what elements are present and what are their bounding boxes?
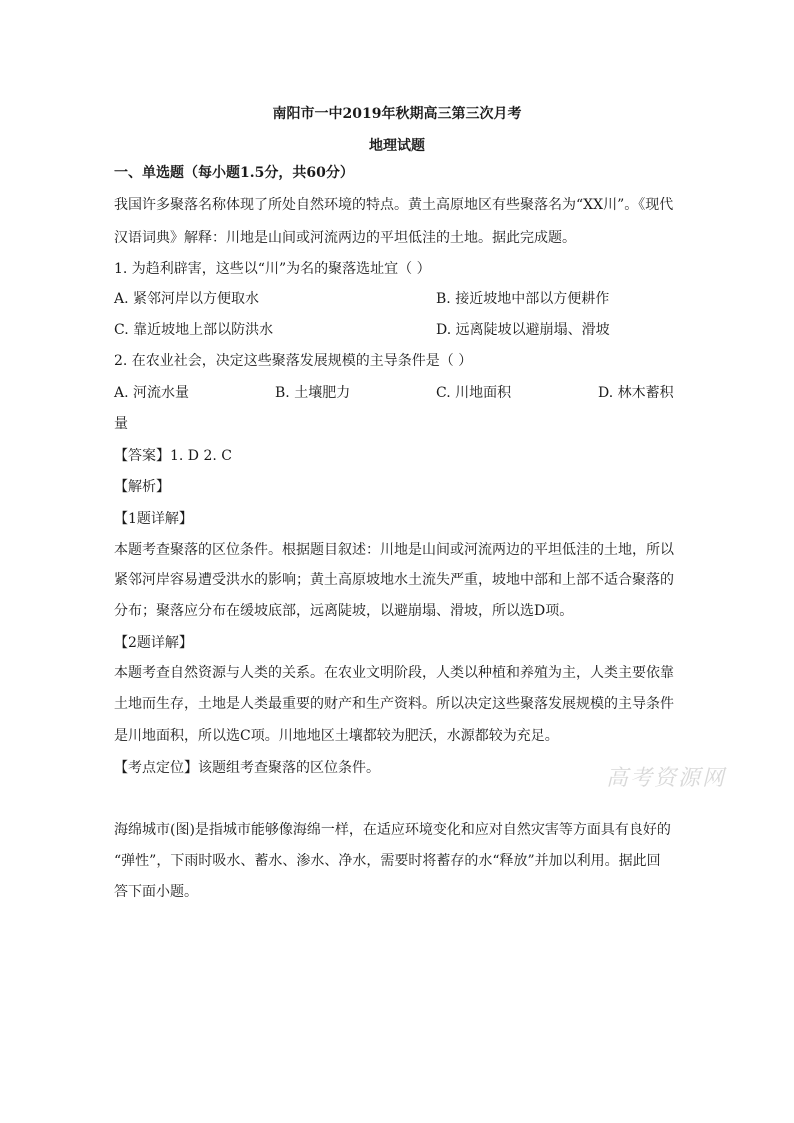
q2-option-a: A. 河流水量 [114, 385, 190, 401]
q2-detail-line-1: 本题考查自然资源与人类的关系。在农业文明阶段，人类以种植和养殖为主，人类主要依靠 [114, 665, 674, 681]
exam-subtitle: 地理试题 [369, 138, 425, 154]
watermark-text: 高考资源网 [606, 766, 727, 791]
answer-line: 【答案】1. D 2. C [114, 448, 233, 464]
exam-title: 南阳市一中2019年秋期高三第三次月考 [272, 106, 522, 122]
intro-line-2: 汉语词典》解释：川地是山间或河流两边的平坦低洼的土地。据此完成题。 [114, 230, 576, 246]
question-1-stem: 1. 为趋利辟害，这些以“川”为名的聚落选址宜（ ） [114, 261, 431, 277]
q1-option-d: D. 远离陡坡以避崩塌、滑坡 [436, 322, 610, 338]
q2-detail-line-2: 土地而生存，土地是人类最重要的财产和生产资料。所以决定这些聚落发展规模的主导条件 [114, 696, 674, 712]
analysis-label: 【解析】 [114, 479, 170, 495]
section-heading: 一、单选题（每小题1.5分，共60分） [114, 165, 354, 181]
section2-intro-line-2: “弹性”，下雨时吸水、蓄水、渗水、净水，需要时将蓄存的水“释放”并加以利用。据此回 [114, 853, 661, 869]
q2-option-d: D. 林木蓄积 [598, 385, 674, 401]
q1-detail-line-2: 紧邻河岸容易遭受洪水的影响；黄土高原坡地水土流失严重，坡地中部和上部不适合聚落的 [114, 572, 674, 588]
q2-detail-label: 【2题详解】 [114, 635, 193, 651]
section2-intro-line-1: 海绵城市(图)是指城市能够像海绵一样，在适应环境变化和应对自然灾害等方面具有良好的 [114, 822, 671, 838]
question-2-stem: 2. 在农业社会，决定这些聚落发展规模的主导条件是（ ） [114, 353, 473, 369]
q1-option-a: A. 紧邻河岸以方便取水 [114, 291, 260, 307]
q1-detail-label: 【1题详解】 [114, 511, 193, 527]
q1-detail-line-1: 本题考查聚落的区位条件。根据题目叙述：川地是山间或河流两边的平坦低洼的土地，所以 [114, 542, 674, 558]
q1-option-c: C. 靠近坡地上部以防洪水 [114, 322, 274, 338]
q2-option-c: C. 川地面积 [436, 385, 512, 401]
q2-detail-line-3: 是川地面积，所以选C项。川地地区土壤都较为肥沃，水源都较为充足。 [114, 728, 559, 744]
intro-line-1: 我国许多聚落名称体现了所处自然环境的特点。黄土高原地区有些聚落名为“XX川”。《现代 [114, 197, 674, 213]
q1-option-b: B. 接近坡地中部以方便耕作 [436, 291, 610, 307]
section2-intro-line-3: 答下面小题。 [114, 884, 198, 900]
kaodian-line: 【考点定位】该题组考查聚落的区位条件。 [114, 760, 380, 776]
q2-option-d-continued: 量 [114, 416, 128, 432]
q2-option-b: B. 土壤肥力 [275, 385, 351, 401]
q1-detail-line-3: 分布；聚落应分布在缓坡底部，远离陡坡，以避崩塌、滑坡，所以选D项。 [114, 603, 574, 619]
